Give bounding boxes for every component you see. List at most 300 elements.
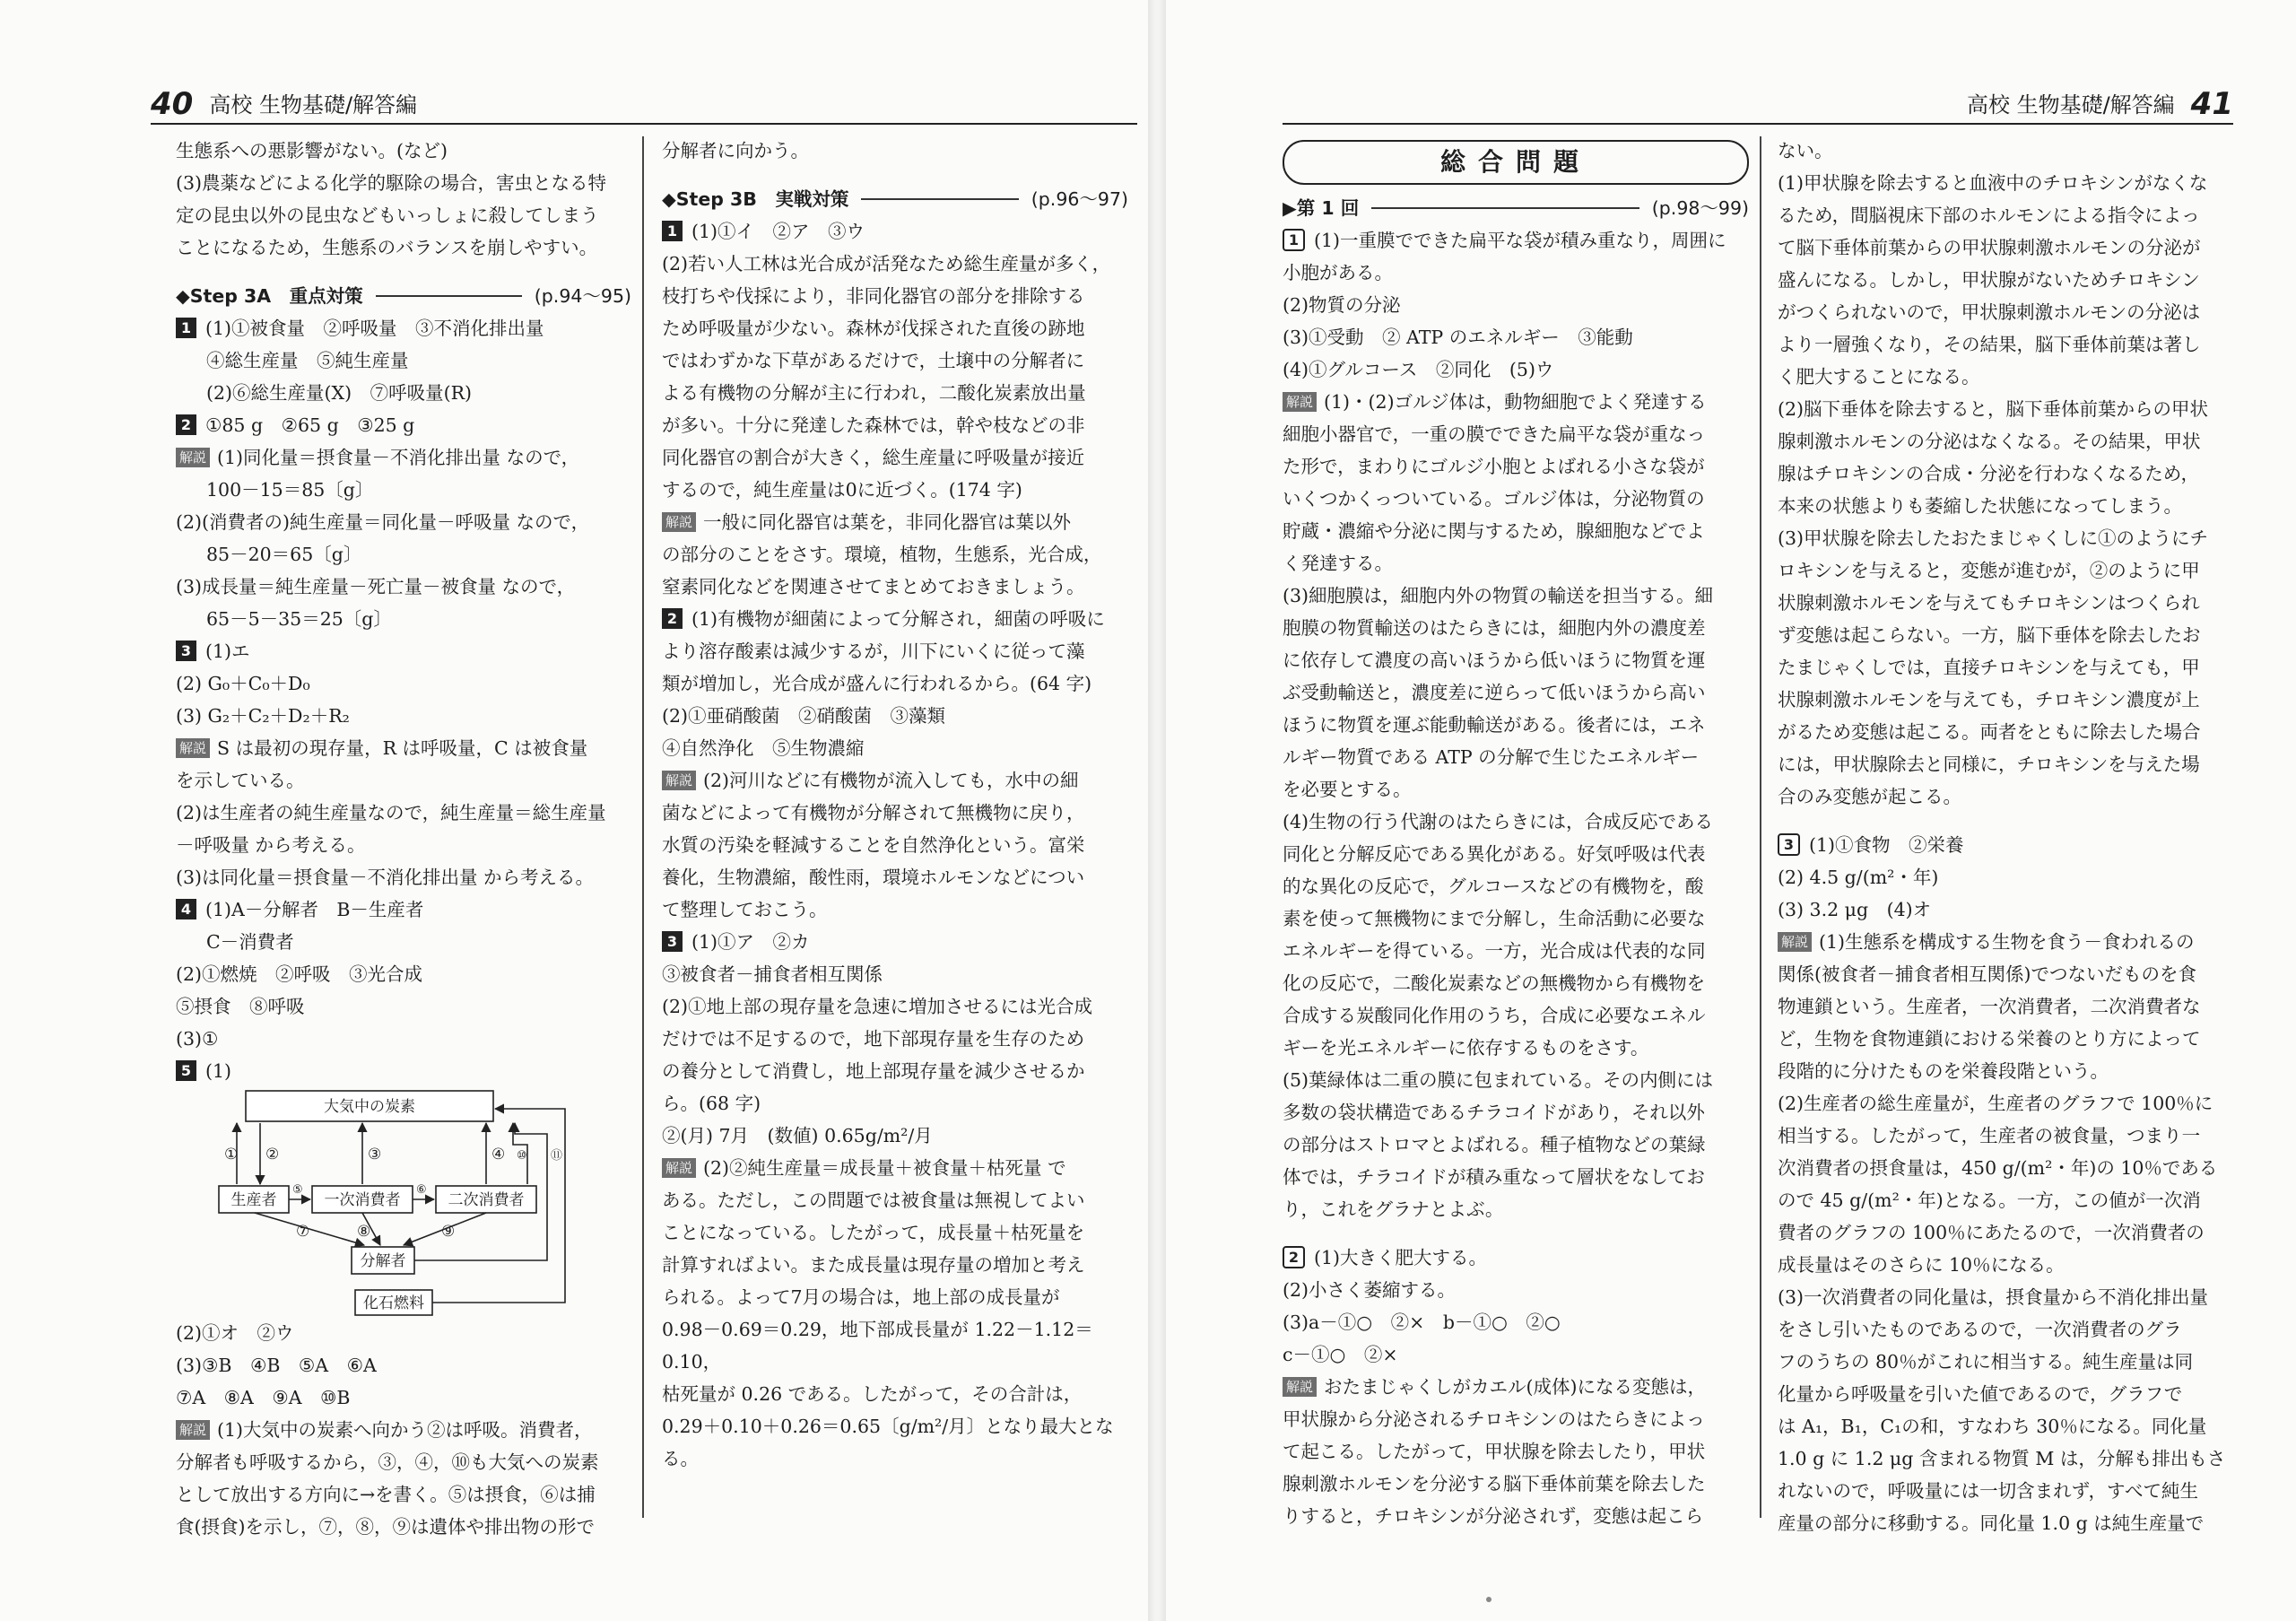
text-line — [1778, 1249, 2235, 1281]
line-text: をさし引いたものであるので，一次消費者のグラ — [1778, 1319, 2182, 1340]
line-text: 同化器官の割合が大きく，総生産量に呼吸量が接近 — [662, 447, 1085, 468]
heading-rule — [376, 295, 522, 297]
text-line — [1283, 386, 1749, 418]
section-heading-label: ◆Step 3A 重点対策 — [176, 285, 363, 307]
line-text: ③被食者－捕食者相互関係 — [662, 963, 883, 985]
text-line — [1778, 522, 2235, 554]
line-text: (1)同化量＝摂食量－不消化排出量 なので， — [217, 447, 580, 468]
line-text: ため呼吸量が少ない。森林が伐採された直後の跡地 — [662, 318, 1085, 339]
text-line — [1778, 167, 2235, 199]
text-line — [1283, 741, 1749, 773]
line-text: 産量の部分に移動する。同化量 1.0 g は純生産量で — [1778, 1512, 2205, 1534]
line-text: ので 45 g/(m²・年)となる。一方，この値が一次消 — [1778, 1190, 2201, 1211]
text-line — [1778, 1410, 2235, 1442]
line-text: 同化と分解反応である異化がある。好気呼吸は代表 — [1283, 843, 1706, 865]
line-text: り，これをグラナとよぶ。 — [1283, 1198, 1504, 1220]
line-text: 甲状腺から分泌されるチロキシンのはたらきによっ — [1283, 1408, 1705, 1430]
text-line — [1778, 1120, 2235, 1152]
line-text: 化量から呼吸量を引いた値であるので，グラフで — [1778, 1383, 2183, 1405]
line-text: 枝打ちや伐採により，非同化器官の部分を排除する — [662, 285, 1085, 307]
spacer — [1778, 813, 2235, 829]
line-text: て起こる。したがって，甲状腺を除去したり，甲状 — [1283, 1441, 1706, 1462]
text-line — [662, 344, 1128, 377]
text-line — [1283, 1242, 1749, 1274]
line-text: (1)大きく肥大する。 — [1314, 1247, 1488, 1268]
text-line — [662, 990, 1128, 1023]
spacer — [662, 167, 1128, 183]
left-column-1 — [176, 135, 631, 1543]
page-range: (p.98～99) — [1651, 197, 1749, 219]
line-text: (2)①オ ②ウ — [176, 1322, 294, 1344]
line-text: (3)成長量＝純生産量－死亡量－被食量 なので， — [176, 576, 576, 597]
text-line — [176, 571, 631, 603]
line-text: たまじゃくしでは，直接チロキシンを与えても，甲 — [1778, 657, 2200, 678]
arrow-label-1: ① — [224, 1146, 239, 1163]
text-line — [1778, 199, 2235, 231]
text-line — [1283, 450, 1749, 483]
line-text: 胞膜の物質輸送のはたらきには，細胞内外の濃度差 — [1283, 617, 1706, 639]
text-line — [662, 667, 1128, 700]
text-line — [1778, 1442, 2235, 1475]
line-text: 状腺刺激ホルモンを与えてもチロキシンはつくられ — [1778, 592, 2200, 614]
explanation-label: 解説 — [662, 771, 696, 790]
page-number: 40 — [151, 86, 194, 122]
text-line — [1283, 515, 1749, 547]
line-text: (2)①燃焼 ②呼吸 ③光合成 — [176, 963, 423, 985]
text-line — [176, 926, 631, 958]
line-text: 体では，チラコイドが積み重なって層状をなしてお — [1283, 1166, 1705, 1188]
arrow-label-5: ⑤ — [292, 1183, 303, 1197]
text-line — [1283, 838, 1749, 870]
explanation-label: 解説 — [176, 1420, 210, 1440]
fossil-fuel-label: 化石燃料 — [363, 1294, 424, 1312]
line-text: て脳下垂体前葉からの甲状腺刺激ホルモンの分泌が — [1778, 237, 2201, 258]
line-text: ず変態は起こらない。一方，脳下垂体を除去したお — [1778, 624, 2201, 646]
text-line — [1283, 1500, 1749, 1532]
heading-rule — [861, 198, 1018, 200]
line-text: として放出する方向に→を書く。⑤は摂食，⑥は捕 — [176, 1484, 596, 1505]
text-line — [1778, 1475, 2235, 1507]
question-number: 5 — [176, 1060, 196, 1081]
line-text: (2)⑥総生産量(X) ⑦呼吸量(R) — [206, 382, 473, 404]
line-text: エネルギーを得ている。一方，光合成は代表的な同 — [1283, 940, 1706, 962]
text-line — [662, 635, 1128, 667]
text-line — [662, 409, 1128, 441]
explanation-label: 解説 — [1778, 932, 1812, 952]
text-line — [1283, 1032, 1749, 1064]
line-text: 養化，生物濃縮，酸性雨，環境ホルモンなどについ — [662, 867, 1085, 888]
line-text: より溶存酸素は減少するが，川下にいくに従って藻 — [662, 641, 1085, 662]
line-text: 一般に同化器官は葉を，非同化器官は葉以外 — [703, 511, 1072, 533]
text-line — [1283, 870, 1749, 902]
right-column-2 — [1778, 135, 2235, 1539]
line-text: ルギー物質である ATP の分解で生じたエネルギー — [1283, 746, 1700, 768]
text-line — [662, 764, 1128, 797]
text-line — [1778, 1346, 2235, 1378]
line-text: フのうちの 80％がこれに相当する。純生産量は同 — [1778, 1351, 2194, 1373]
line-text: C－消費者 — [206, 931, 294, 953]
line-text: 食(摂食)を示し，⑦，⑧，⑨は遺体や排出物の形で — [176, 1516, 595, 1538]
text-line — [176, 700, 631, 732]
text-line — [1778, 587, 2235, 619]
atmosphere-label: 大気中の炭素 — [324, 1098, 415, 1116]
line-text: よる有機物の分解が主に行われ，二酸化炭素放出量 — [662, 382, 1086, 404]
text-line — [176, 1317, 631, 1349]
text-line — [1778, 1087, 2235, 1120]
line-text: 段階的に分けたものを栄養段階という。 — [1778, 1060, 2109, 1082]
line-text: (1)①食物 ②栄養 — [1809, 834, 1964, 856]
text-line — [662, 1055, 1128, 1087]
line-text: 水質の汚染を軽減することを自然浄化という。富栄 — [662, 834, 1085, 856]
section-heading-label: ▶第 1 回 — [1283, 197, 1360, 219]
line-text: 100－15＝85〔g〕 — [206, 479, 374, 501]
text-line — [662, 958, 1128, 990]
line-text: 素を使って無機物にまで分解し，生命活動に必要な — [1283, 908, 1706, 929]
line-text: ない。 — [1778, 140, 1833, 161]
line-text: 的な異化の反応で，グルコースなどの有機物を，酸 — [1283, 876, 1704, 897]
line-text: (2)脳下垂体を除去すると，脳下垂体前葉からの甲状 — [1778, 398, 2209, 420]
section-heading — [662, 183, 1128, 215]
section-heading — [176, 280, 631, 312]
question-number: 1 — [1283, 229, 1305, 251]
line-text: (3)は同化量＝摂食量－不消化排出量 から考える。 — [176, 867, 595, 888]
book-gutter — [1148, 0, 1166, 1621]
text-line — [1283, 644, 1749, 676]
left-column-2 — [662, 135, 1128, 1475]
text-line — [176, 893, 631, 926]
right-column-1 — [1283, 135, 1749, 1532]
line-text: 物連鎖という。生産者，一次消費者，二次消費者な — [1778, 996, 2201, 1017]
text-line — [1283, 418, 1749, 450]
line-text: (1)生態系を構成する生物を食う－食われるの — [1819, 931, 2195, 953]
text-line — [1778, 490, 2235, 522]
line-text: 85－20＝65〔g〕 — [206, 544, 362, 565]
arrow-label-8: ⑧ — [357, 1223, 371, 1241]
column-divider — [642, 136, 644, 1518]
explanation-label: 解説 — [662, 1158, 696, 1178]
text-line — [1778, 554, 2235, 587]
explanation-label: 解説 — [176, 738, 210, 758]
explanation-label: 解説 — [1283, 392, 1317, 412]
text-line — [662, 1249, 1128, 1281]
text-line — [662, 1152, 1128, 1184]
arrow-label-2: ② — [265, 1146, 280, 1163]
text-line — [1778, 748, 2235, 780]
line-text: 枯死量が 0.26 である。したがって，その合計は， — [662, 1383, 1083, 1405]
line-text: ②(月) 7月 (数値) 0.65g/m²/月 — [662, 1125, 933, 1146]
question-number: 3 — [662, 931, 683, 952]
line-text: 費者のグラフの 100％にあたるので，一次消費者の — [1778, 1222, 2205, 1243]
line-text: (2)生産者の総生産量が，生産者のグラフで 100％に — [1778, 1093, 2213, 1114]
line-text: ロキシンを与えると，変態が進むが，②のように甲 — [1778, 560, 2200, 581]
text-line — [1778, 861, 2235, 893]
text-line — [662, 700, 1128, 732]
line-text: (1)・(2)ゴルジ体は，動物細胞でよく発達する — [1324, 391, 1707, 413]
scan-mark — [1486, 1597, 1492, 1602]
text-line — [662, 893, 1128, 926]
line-text: 状腺刺激ホルモンを与えても，チロキシン濃度が上 — [1778, 689, 2200, 710]
text-line — [1283, 709, 1749, 741]
line-text: (2)河川などに有機物が流入しても，水中の細 — [703, 770, 1079, 791]
text-line — [1283, 1161, 1749, 1193]
line-text: 65－5－35＝25〔g〕 — [206, 608, 392, 630]
text-line — [176, 1478, 631, 1511]
line-text: (1)①ア ②カ — [691, 931, 810, 953]
text-line — [1778, 425, 2235, 458]
text-line — [1283, 1338, 1749, 1371]
line-text: 0.98－0.69＝0.29，地下部成長量が 1.22－1.12＝0.10， — [662, 1319, 1093, 1373]
line-text: 小胞がある。 — [1283, 262, 1393, 283]
line-text: 菌などによって有機物が分解されて無機物に戻り， — [662, 802, 1085, 824]
producer-label: 生産者 — [230, 1191, 277, 1209]
line-text: ④自然浄化 ⑤生物濃縮 — [662, 737, 865, 759]
text-line — [1778, 231, 2235, 264]
text-line — [1283, 676, 1749, 709]
arrow-label-9: ⑨ — [441, 1223, 456, 1241]
line-text: (3) G₂＋C₂＋D₂＋R₂ — [176, 705, 350, 727]
line-text: (3)③B ④B ⑤A ⑥A — [176, 1355, 377, 1376]
line-text: 合成する炭酸同化作用のうち，合成に必要なエネル — [1283, 1005, 1706, 1026]
text-line — [1283, 1064, 1749, 1096]
text-line — [1778, 958, 2235, 990]
text-line — [176, 312, 631, 344]
text-line — [662, 1184, 1128, 1216]
line-text: (1) — [205, 1060, 232, 1082]
text-line — [1283, 1096, 1749, 1129]
text-line — [1283, 999, 1749, 1032]
line-text: 関係(被食者－捕食者相互関係)でつないだものを食 — [1778, 963, 2196, 985]
text-line — [176, 1414, 631, 1446]
text-line — [1283, 580, 1749, 612]
header-rule — [151, 123, 1137, 125]
text-line — [1778, 1055, 2235, 1087]
text-line — [1778, 1216, 2235, 1249]
text-line — [662, 1378, 1128, 1410]
line-text: (2)②純生産量＝成長量＋被食量＋枯死量 で — [703, 1157, 1066, 1179]
right-page-header — [1967, 79, 2233, 122]
text-line — [1778, 619, 2235, 651]
line-text: S は最初の現存量，R は呼吸量，C は被食量 — [217, 737, 588, 759]
text-line — [1778, 829, 2235, 861]
line-text: には，甲状腺除去と同様に，チロキシンを与えた場 — [1778, 754, 2200, 775]
text-line — [662, 538, 1128, 571]
question-number: 3 — [176, 641, 196, 661]
question-number: 2 — [176, 414, 196, 435]
text-line — [1778, 926, 2235, 958]
text-line — [662, 1281, 1128, 1313]
text-line — [176, 409, 631, 441]
line-text: おたまじゃくしがカエル(成体)になる変態は， — [1324, 1376, 1707, 1398]
line-text: (1)有機物が細菌によって分解され，細菌の呼吸に — [691, 608, 1105, 630]
line-text: ぶ受動輸送と，濃度差に逆らって低いほうから高い — [1283, 682, 1706, 703]
arrow-label-11: ⑪ — [551, 1149, 563, 1163]
line-text: 本来の状態よりも萎縮した状態になってしまう。 — [1778, 495, 2182, 517]
line-text: がるため変態は起こる。両者をともに除去した場合 — [1778, 721, 2201, 743]
text-line — [1283, 289, 1749, 321]
line-text: 分解者に向かう。 — [662, 140, 809, 161]
line-text: (2)は生産者の純生産量なので，純生産量＝総生産量 — [176, 802, 606, 824]
text-line — [176, 829, 631, 861]
line-text: ほうに物質を運ぶ能動輸送がある。後者には，エネ — [1283, 714, 1706, 736]
line-text: 成長量はそのさらに 10％になる。 — [1778, 1254, 2065, 1276]
header-rule — [1283, 123, 2233, 125]
line-text: (3)① — [176, 1028, 219, 1050]
line-text: く肥大することになる。 — [1778, 366, 1980, 388]
text-line — [1283, 1371, 1749, 1403]
line-text: りすると，チロキシンが分泌されず，変態は起こら — [1283, 1505, 1704, 1527]
line-text: の部分のことをさす。環境，植物，生態系，光合成， — [662, 544, 1102, 565]
text-line — [662, 571, 1128, 603]
text-line — [1778, 780, 2235, 813]
text-line — [176, 1446, 631, 1478]
text-line — [662, 861, 1128, 893]
text-line — [1778, 328, 2235, 361]
line-text: ⑦A ⑧A ⑨A ⑩B — [176, 1387, 351, 1408]
text-line — [1778, 1023, 2235, 1055]
line-text: 計算すればよい。また成長量は現存量の増加と考え — [662, 1254, 1085, 1276]
explanation-label: 解説 — [662, 512, 696, 532]
text-line — [1283, 224, 1749, 257]
line-text: が多い。十分に発達した森林では，幹や枝などの非 — [662, 414, 1085, 436]
line-text: 腺刺激ホルモンを分泌する脳下垂体前葉を除去した — [1283, 1473, 1706, 1495]
text-line — [176, 1511, 631, 1543]
line-text: 腺刺激ホルモンの分泌はなくなる。その結果，甲状 — [1778, 431, 2201, 452]
line-text: (1)甲状腺を除去すると血液中のチロキシンがなくな — [1778, 172, 2208, 194]
text-line — [176, 990, 631, 1023]
line-text: 1.0 g に 1.2 μg 含まれる物質 M は，分解も排出もさ — [1778, 1448, 2226, 1469]
line-text: (2) 4.5 g/(m²・年) — [1778, 867, 1939, 888]
text-line — [1283, 483, 1749, 515]
text-line — [662, 248, 1128, 280]
line-text: (4)①グルコース ②同化 (5)ウ — [1283, 359, 1554, 380]
arrow-label-7: ⑦ — [296, 1223, 310, 1241]
line-text: を示している。 — [176, 770, 305, 791]
line-text: だけでは不足するので，地下部現存量を生存のため — [662, 1028, 1085, 1050]
line-text: く発達する。 — [1283, 553, 1393, 574]
line-text: (1)エ — [205, 641, 250, 662]
text-line — [1283, 1403, 1749, 1435]
text-line — [176, 732, 631, 764]
text-line — [662, 1313, 1128, 1378]
text-line — [662, 506, 1128, 538]
text-line — [662, 926, 1128, 958]
text-line — [662, 732, 1128, 764]
line-text: ではわずかな下草があるだけで，土壌中の分解者に — [662, 350, 1085, 371]
text-line — [1778, 1507, 2235, 1539]
question-number: 1 — [662, 221, 683, 241]
text-line — [1283, 773, 1749, 806]
line-text: するので，純生産量は0に近づく。(174 字) — [662, 479, 1022, 501]
text-line — [176, 135, 631, 167]
text-line — [1778, 684, 2235, 716]
page-range: (p.96～97) — [1031, 188, 1128, 210]
text-line — [176, 635, 631, 667]
page-title: 高校 生物基礎/解答編 — [1966, 92, 2175, 118]
explanation-label: 解説 — [176, 448, 210, 467]
line-text: られる。よって7月の場合は，地上部の成長量が — [662, 1286, 1060, 1308]
page-range: (p.94～95) — [534, 285, 631, 307]
text-line — [662, 1216, 1128, 1249]
line-text: を必要とする。 — [1283, 779, 1412, 800]
question-number: 2 — [1283, 1246, 1305, 1268]
explanation-label: 解説 — [1283, 1377, 1317, 1397]
line-text: 多数の袋状構造であるチラコイドがあり，それ以外 — [1283, 1102, 1705, 1123]
line-text: 相当する。したがって，生産者の被食量，つまり一 — [1778, 1125, 2201, 1146]
text-line — [1283, 1435, 1749, 1468]
text-line — [1778, 651, 2235, 684]
line-text: (3)農薬などによる化学的駆除の場合，害虫となる特 — [176, 172, 607, 194]
line-text: ら。(68 字) — [662, 1093, 761, 1114]
line-text: に依存して濃度の高いほうから低いほうに物質を運 — [1283, 649, 1706, 671]
line-text: －呼吸量 から考える。 — [176, 834, 366, 856]
section-heading — [1283, 192, 1749, 224]
text-line — [1778, 458, 2235, 490]
text-line — [176, 764, 631, 797]
section-heading-label: ◆Step 3B 実戦対策 — [662, 188, 849, 210]
text-line — [176, 958, 631, 990]
text-line — [176, 1023, 631, 1055]
line-text: (1)①イ ②ア ③ウ — [691, 221, 865, 242]
text-line — [176, 1349, 631, 1381]
line-text: た形で，まわりにゴルジ小胞とよばれる小さな袋が — [1283, 456, 1705, 477]
line-text: ことになるため，生態系のバランスを崩しやすい。 — [176, 237, 598, 258]
text-line — [176, 1381, 631, 1414]
text-line — [1283, 967, 1749, 999]
line-text: (2)(消費者の)純生産量＝同化量－呼吸量 なので， — [176, 511, 590, 533]
line-text: より一層強くなり，その結果，脳下垂体前葉は著し — [1778, 334, 2201, 355]
line-text: (3)甲状腺を除去したおたまじゃくしに①のようにチ — [1778, 527, 2209, 549]
arrow-label-3: ③ — [368, 1146, 382, 1163]
text-line — [1283, 902, 1749, 935]
line-text: (1)一重膜でできた扁平な袋が積み重なり，周囲に — [1314, 230, 1726, 251]
text-line — [662, 797, 1128, 829]
column-divider — [1760, 136, 1761, 1518]
line-text: ある。ただし，この問題では被食量は無視してよい — [662, 1190, 1085, 1211]
line-text: て整理しておこう。 — [662, 899, 828, 920]
text-line — [662, 603, 1128, 635]
text-line — [662, 1120, 1128, 1152]
line-text: 類が増加し，光合成が盛んに行われるから。(64 字) — [662, 673, 1092, 694]
question-number: 3 — [1778, 833, 1800, 856]
text-line — [176, 667, 631, 700]
primary-consumer-label: 一次消費者 — [324, 1191, 401, 1209]
spacer — [1283, 1225, 1749, 1242]
line-text: いくつかくっついている。ゴルジ体は，分泌物質の — [1283, 488, 1705, 510]
text-line — [176, 603, 631, 635]
right-page — [1166, 0, 2296, 1621]
line-text: ことになっている。したがって，成長量＋枯死量を — [662, 1222, 1085, 1243]
line-text: ⑤摂食 ⑧呼吸 — [176, 996, 305, 1017]
arrow-label-6: ⑥ — [416, 1183, 427, 1197]
spacer — [176, 264, 631, 280]
line-text: (2)小さく萎縮する。 — [1283, 1279, 1457, 1301]
text-line — [176, 377, 631, 409]
text-line — [176, 861, 631, 893]
line-text: (3)a－①○ ②× b－①○ ②○ — [1283, 1312, 1561, 1333]
line-text: (4)生物の行う代謝のはたらきには，合成反応である — [1283, 811, 1714, 832]
line-text: は A₁，B₁，C₁の和，すなわち 30％になる。同化量 — [1778, 1416, 2207, 1437]
line-text: (1)①被食量 ②呼吸量 ③不消化排出量 — [205, 318, 544, 339]
text-line — [1778, 716, 2235, 748]
page-number: 41 — [2190, 86, 2233, 122]
line-text: るため，間脳視床下部のホルモンによる指令によっ — [1778, 205, 2200, 226]
line-text: (1)大気中の炭素へ向かう②は呼吸。消費者， — [217, 1419, 593, 1441]
secondary-consumer-label: 二次消費者 — [448, 1191, 525, 1209]
text-line — [1283, 321, 1749, 353]
line-text: (1)A－分解者 B－生産者 — [205, 899, 424, 920]
text-line — [1283, 612, 1749, 644]
text-line — [1283, 1274, 1749, 1306]
